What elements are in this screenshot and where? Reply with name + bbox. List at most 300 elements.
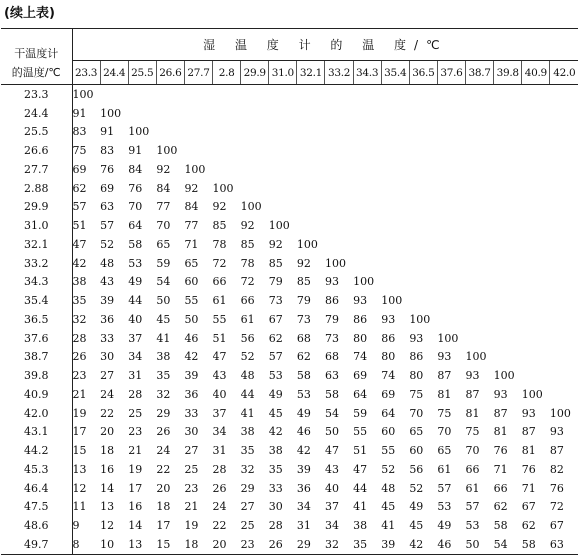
table-cell (128, 104, 156, 123)
table-cell (353, 123, 381, 142)
table-cell (325, 179, 353, 198)
table-cell: 29 (240, 481, 255, 495)
table-cell: 54 (156, 275, 171, 289)
table-cell: 13 (72, 462, 87, 476)
table-cell (466, 216, 494, 235)
table-cell (409, 216, 437, 235)
table-cell: 91 (100, 125, 115, 139)
table-cell: 11 (72, 500, 87, 514)
table-cell: 63 (324, 369, 339, 383)
table-cell (437, 254, 465, 273)
table-cell: 50 (184, 312, 199, 326)
table-cell (325, 198, 353, 217)
table-cell: 64 (128, 219, 143, 233)
table-cell: 100 (72, 87, 94, 101)
table-cell: 68 (296, 331, 311, 345)
table-cell: 42 (72, 256, 87, 270)
table-cell: 92 (212, 200, 227, 214)
table-row (1, 516, 578, 535)
table-cell: 28 (128, 387, 143, 401)
table-cell: 77 (156, 200, 171, 214)
table-cell: 22 (212, 519, 227, 533)
table-cell (550, 160, 578, 179)
row-label: 27.7 (1, 160, 72, 179)
table-cell (466, 310, 494, 329)
table-cell (437, 291, 465, 310)
table-cell: 79 (324, 312, 339, 326)
table-cell (325, 235, 353, 254)
table-cell: 58 (296, 369, 311, 383)
table-cell: 65 (437, 444, 452, 458)
table-cell (213, 160, 241, 179)
table-cell: 27 (184, 444, 199, 458)
table-cell: 45 (268, 406, 283, 420)
table-row (1, 423, 578, 442)
table-cell: 38 (240, 425, 255, 439)
table-cell (325, 104, 353, 123)
table-cell: 47 (72, 237, 87, 251)
header-row-top (1, 29, 578, 61)
table-cell: 70 (156, 219, 171, 233)
table-cell: 23 (184, 481, 199, 495)
table-cell: 92 (184, 181, 199, 195)
table-cell: 61 (465, 481, 480, 495)
table-cell (550, 235, 578, 254)
column-header: 35.4 (381, 61, 409, 85)
table-cell: 100 (409, 312, 431, 326)
table-cell: 17 (156, 519, 171, 533)
table-cell: 93 (437, 350, 452, 364)
table-cell: 47 (324, 444, 339, 458)
table-cell (213, 141, 241, 160)
table-cell: 58 (493, 519, 508, 533)
table-cell (409, 198, 437, 217)
table-cell: 63 (550, 535, 578, 554)
table-cell: 36 (184, 387, 199, 401)
row-label: 46.4 (1, 479, 72, 498)
table-cell: 8 (72, 535, 100, 554)
table-cell: 65 (409, 425, 424, 439)
table-cell: 29 (297, 535, 325, 554)
table-cell: 71 (493, 462, 508, 476)
table-cell (437, 123, 465, 142)
table-cell: 66 (240, 294, 255, 308)
table-row (1, 104, 578, 123)
table-cell (353, 235, 381, 254)
table-cell: 49 (437, 519, 452, 533)
table-cell (353, 216, 381, 235)
table-cell: 34 (128, 350, 143, 364)
table-cell: 100 (493, 369, 515, 383)
table-cell (522, 273, 550, 292)
table-cell (269, 179, 297, 198)
table-cell: 37 (324, 500, 339, 514)
table-cell (437, 141, 465, 160)
row-label: 42.0 (1, 404, 72, 423)
table-cell (184, 141, 212, 160)
table-cell (550, 141, 578, 160)
table-cell: 16 (128, 500, 143, 514)
row-label: 2.88 (1, 179, 72, 198)
table-cell (466, 273, 494, 292)
table-cell: 100 (268, 219, 290, 233)
table-cell (522, 85, 550, 104)
table-cell (409, 85, 437, 104)
table-cell (522, 329, 550, 348)
table-cell (550, 198, 578, 217)
table-cell: 38 (156, 350, 171, 364)
row-label: 29.9 (1, 198, 72, 217)
table-row (1, 404, 578, 423)
table-cell: 57 (465, 500, 480, 514)
table-cell: 31 (128, 369, 143, 383)
table-cell (466, 254, 494, 273)
table-cell: 63 (100, 200, 115, 214)
table-cell: 50 (324, 425, 339, 439)
table-cell (522, 291, 550, 310)
table-cell: 30 (184, 425, 199, 439)
table-cell (297, 85, 325, 104)
table-cell: 87 (521, 425, 536, 439)
table-cell: 81 (465, 406, 480, 420)
table-cell: 81 (437, 387, 452, 401)
table-cell: 46 (437, 535, 465, 554)
table-cell (409, 160, 437, 179)
table-cell: 53 (268, 369, 283, 383)
column-header: 25.5 (128, 61, 156, 85)
table-cell: 48 (381, 481, 396, 495)
table-cell: 26 (269, 535, 297, 554)
table-cell: 77 (184, 219, 199, 233)
table-cell: 45 (381, 500, 396, 514)
table-cell: 100 (549, 406, 571, 420)
table-cell (381, 273, 409, 292)
table-cell (269, 198, 297, 217)
table-cell: 23 (128, 425, 143, 439)
table-cell: 36 (296, 481, 311, 495)
column-header: 27.7 (184, 61, 212, 85)
row-label: 24.4 (1, 104, 72, 123)
table-cell (437, 85, 465, 104)
table-cell (437, 273, 465, 292)
table-cell: 73 (296, 312, 311, 326)
table-cell (550, 329, 578, 348)
table-row (1, 273, 578, 292)
table-cell: 54 (494, 535, 522, 554)
row-header-bottom: 的温度/℃ (1, 61, 72, 85)
table-cell: 71 (521, 481, 536, 495)
table-cell (353, 141, 381, 160)
row-label: 31.0 (1, 216, 72, 235)
table-cell: 42 (409, 535, 437, 554)
table-cell: 20 (100, 425, 115, 439)
table-cell: 75 (409, 387, 424, 401)
table-cell: 32 (72, 312, 87, 326)
table-cell: 93 (549, 425, 564, 439)
table-cell: 38 (72, 275, 87, 289)
table-row (1, 498, 578, 517)
table-cell (381, 141, 409, 160)
table-cell: 45 (409, 519, 424, 533)
table-cell (550, 123, 578, 142)
table-cell: 55 (353, 425, 368, 439)
table-cell (241, 85, 269, 104)
table-cell: 59 (156, 256, 171, 270)
table-cell (494, 254, 522, 273)
table-cell (466, 179, 494, 198)
table-cell: 35 (353, 535, 381, 554)
table-cell: 57 (437, 481, 452, 495)
table-cell: 80 (409, 369, 424, 383)
row-label: 39.8 (1, 366, 72, 385)
table-cell: 34 (296, 500, 311, 514)
table-cell: 30 (268, 500, 283, 514)
table-cell: 62 (296, 350, 311, 364)
table-cell: 53 (437, 500, 452, 514)
table-cell: 41 (381, 519, 396, 533)
table-cell (522, 179, 550, 198)
table-cell: 58 (324, 387, 339, 401)
table-cell: 70 (465, 444, 480, 458)
table-cell (494, 329, 522, 348)
table-cell: 93 (409, 331, 424, 345)
table-cell (550, 348, 578, 367)
row-label: 48.6 (1, 516, 72, 535)
table-cell: 70 (128, 200, 143, 214)
table-cell (494, 216, 522, 235)
row-label: 45.3 (1, 460, 72, 479)
table-cell: 39 (381, 535, 409, 554)
row-header-top: 干温度计 (1, 29, 72, 61)
table-cell: 60 (184, 275, 199, 289)
table-cell: 32 (156, 387, 171, 401)
table-cell: 100 (128, 125, 150, 139)
table-cell: 59 (353, 406, 368, 420)
table-cell: 47 (353, 462, 368, 476)
table-cell: 18 (184, 535, 212, 554)
table-cell: 64 (353, 387, 368, 401)
table-cell (156, 123, 184, 142)
table-cell: 57 (72, 200, 87, 214)
table-cell: 60 (381, 425, 396, 439)
table-cell: 44 (128, 294, 143, 308)
table-cell: 52 (240, 350, 255, 364)
table-cell: 69 (100, 181, 115, 195)
table-cell: 24 (100, 387, 115, 401)
table-cell: 92 (268, 237, 283, 251)
table-cell: 39 (184, 369, 199, 383)
table-cell: 80 (353, 331, 368, 345)
table-cell: 92 (156, 162, 171, 176)
table-cell: 93 (353, 294, 368, 308)
row-label: 25.5 (1, 123, 72, 142)
table-cell (466, 160, 494, 179)
table-cell: 83 (72, 125, 87, 139)
table-cell (494, 123, 522, 142)
table-cell: 69 (353, 369, 368, 383)
table-caption: (续上表) (4, 6, 55, 21)
column-header: 26.6 (156, 61, 184, 85)
table-cell: 81 (493, 425, 508, 439)
table-cell: 23 (241, 535, 269, 554)
table-cell (494, 291, 522, 310)
table-cell (269, 85, 297, 104)
table-cell: 65 (156, 237, 171, 251)
table-cell (353, 85, 381, 104)
table-cell (353, 104, 381, 123)
table-cell: 56 (240, 331, 255, 345)
table-cell: 32 (325, 535, 353, 554)
table-cell: 93 (465, 369, 480, 383)
table-cell (381, 179, 409, 198)
table-cell: 28 (268, 519, 283, 533)
table-cell: 39 (296, 462, 311, 476)
table-cell (269, 123, 297, 142)
table-cell: 19 (72, 406, 87, 420)
row-label: 32.1 (1, 235, 72, 254)
table-cell (184, 85, 212, 104)
table-cell: 84 (128, 162, 143, 176)
humidity-table (1, 28, 578, 555)
column-header: 33.2 (325, 61, 353, 85)
row-label: 23.3 (1, 85, 72, 104)
table-cell (409, 123, 437, 142)
table-cell: 85 (212, 219, 227, 233)
table-cell: 14 (128, 519, 143, 533)
table-cell: 65 (184, 256, 199, 270)
table-cell (466, 104, 494, 123)
table-row (1, 141, 578, 160)
table-cell (522, 198, 550, 217)
table-cell: 86 (409, 350, 424, 364)
table-cell: 48 (100, 256, 115, 270)
table-cell: 100 (465, 350, 487, 364)
table-cell: 93 (493, 387, 508, 401)
table-cell (128, 85, 156, 104)
table-cell: 43 (324, 462, 339, 476)
table-cell: 36 (100, 312, 115, 326)
row-label: 33.2 (1, 254, 72, 273)
table-cell (494, 179, 522, 198)
table-cell: 49 (128, 275, 143, 289)
table-cell (494, 198, 522, 217)
table-cell: 91 (72, 106, 87, 120)
table-cell (381, 160, 409, 179)
table-cell: 72 (240, 275, 255, 289)
row-label: 44.2 (1, 441, 72, 460)
table-cell: 49 (268, 387, 283, 401)
table-cell: 49 (296, 406, 311, 420)
table-cell: 69 (72, 162, 87, 176)
table-cell: 55 (212, 312, 227, 326)
table-cell: 32 (240, 462, 255, 476)
table-cell (409, 254, 437, 273)
table-cell (550, 104, 578, 123)
table-cell (353, 198, 381, 217)
table-cell: 71 (184, 237, 199, 251)
table-cell (381, 198, 409, 217)
table-cell: 87 (549, 444, 564, 458)
table-cell: 58 (522, 535, 550, 554)
table-cell: 40 (324, 481, 339, 495)
table-cell: 80 (381, 350, 396, 364)
table-cell (381, 235, 409, 254)
table-cell (241, 104, 269, 123)
table-cell: 83 (100, 144, 115, 158)
table-cell: 15 (156, 535, 184, 554)
table-cell (437, 310, 465, 329)
table-cell (522, 348, 550, 367)
table-cell (522, 104, 550, 123)
table-cell: 100 (437, 331, 459, 345)
table-cell: 76 (128, 181, 143, 195)
table-cell: 16 (100, 462, 115, 476)
table-cell: 35 (156, 369, 171, 383)
table-cell: 74 (353, 350, 368, 364)
table-cell (522, 160, 550, 179)
table-cell: 56 (409, 462, 424, 476)
table-cell (494, 160, 522, 179)
table-cell: 58 (128, 237, 143, 251)
table-cell (297, 198, 325, 217)
table-row (1, 441, 578, 460)
table-cell: 53 (296, 387, 311, 401)
row-label: 26.6 (1, 141, 72, 160)
table-cell: 76 (493, 444, 508, 458)
table-cell: 26 (212, 481, 227, 495)
table-cell (466, 123, 494, 142)
table-cell: 86 (353, 312, 368, 326)
table-cell: 28 (212, 462, 227, 476)
table-cell: 62 (493, 500, 508, 514)
table-cell: 67 (521, 500, 536, 514)
table-cell: 62 (521, 519, 536, 533)
table-cell: 21 (72, 387, 87, 401)
table-cell: 51 (72, 219, 87, 233)
table-cell: 15 (72, 444, 87, 458)
table-cell: 76 (521, 462, 536, 476)
table-cell: 61 (240, 312, 255, 326)
table-cell (466, 235, 494, 254)
table-cell (550, 366, 578, 385)
table-cell (325, 123, 353, 142)
table-cell (466, 291, 494, 310)
table-cell (550, 85, 578, 104)
column-header: 36.5 (409, 61, 437, 85)
table-cell: 46 (184, 331, 199, 345)
table-cell (522, 216, 550, 235)
table-row (1, 123, 578, 142)
table-cell: 21 (184, 500, 199, 514)
table-cell: 25 (240, 519, 255, 533)
table-cell: 22 (156, 462, 171, 476)
table-cell: 70 (409, 406, 424, 420)
table-cell: 86 (324, 294, 339, 308)
table-cell (213, 123, 241, 142)
table-cell (437, 216, 465, 235)
table-cell: 41 (240, 406, 255, 420)
table-row (1, 348, 578, 367)
table-cell: 79 (296, 294, 311, 308)
table-cell (494, 310, 522, 329)
table-cell (100, 85, 128, 104)
column-header: 37.6 (437, 61, 465, 85)
table-cell: 55 (184, 294, 199, 308)
table-cell: 41 (156, 331, 171, 345)
table-cell: 100 (240, 200, 262, 214)
table-cell (325, 160, 353, 179)
table-cell: 35 (240, 444, 255, 458)
